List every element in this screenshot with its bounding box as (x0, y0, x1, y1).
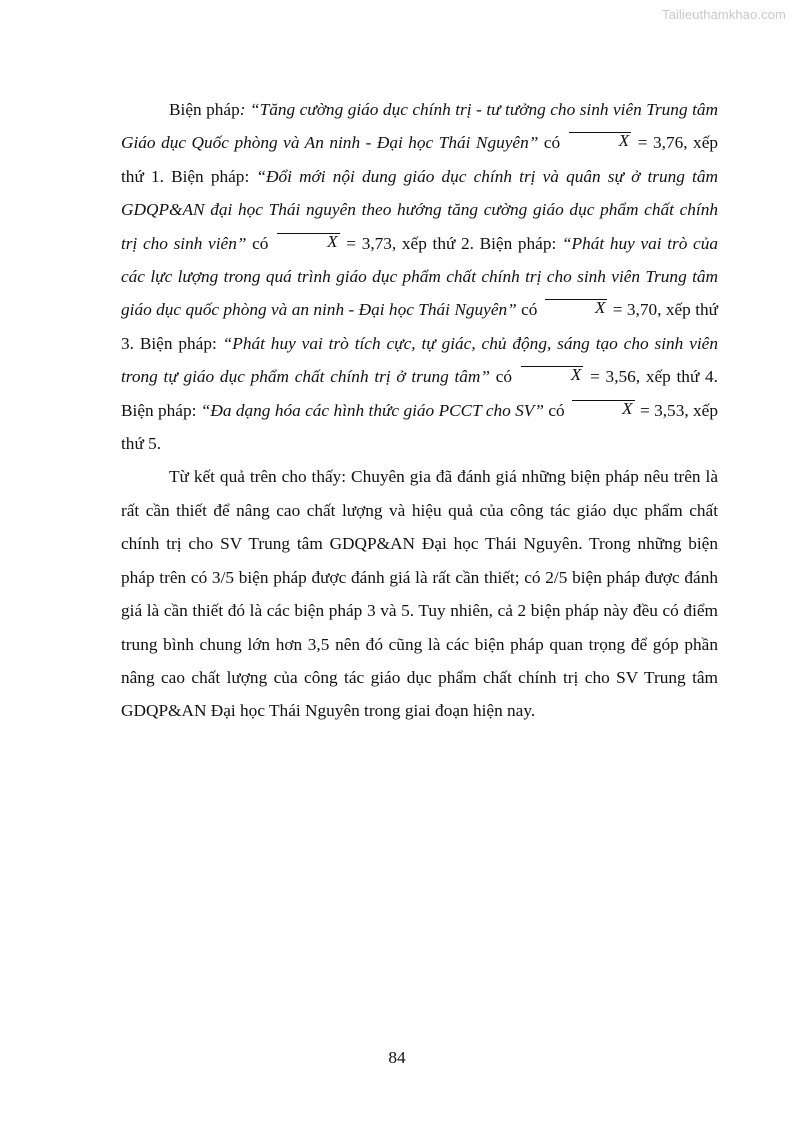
paragraph-measures (121, 93, 718, 460)
measure-3-co: có (516, 300, 542, 320)
mean-symbol: X (569, 132, 632, 149)
measure-4-title: “Phát huy vai trò tích cực, tự giác, chủ động, sáng tạo cho sinh viên trong tự giáo dục phẩm chất chính trị ở trung tâm” (121, 333, 718, 387)
paragraph-conclusion: Từ kết quả trên cho thấy: Chuyên gia đã đánh giá những biện pháp nêu trên là rất cần thiết để nâng cao chất lượng và hiệu quả của công tác giáo dục phẩm chất chính trị cho SV Trung tâm GDQP&AN Đại học Thái Nguyên. Trong những biện pháp trên có 3/5 biện pháp được đánh giá là rất cần thiết; có 2/5 biện pháp được đánh giá là cần thiết đó là các biện pháp 3 và 5. Tuy nhiên, cả 2 biện pháp này đều có điểm trung bình chung lớn hơn 3,5 nên đó cũng là các biện pháp quan trọng để góp phần nâng cao chất lượng của công tác giáo dục phẩm chất chính trị cho SV Trung tâm GDQP&AN Đại học Thái Nguyên trong giai đoạn hiện nay. (121, 467, 718, 721)
watermark: Tailieuthamkhao.com (661, 7, 786, 22)
measure-1-title: : “Tăng cường giáo dục chính trị - tư tưởng cho sinh viên Trung tâm Giáo dục Quốc phòng và An ninh - Đại học Thái Nguyên” (121, 100, 718, 153)
measure-2-rank: = 3,73, xếp thứ 2. (340, 233, 480, 253)
measure-3-label: Biện pháp: (479, 233, 562, 253)
measure-3-title: “Phát huy vai trò của các lực lượng trong quá trình giáo dục phẩm chất chính trị cho sinh viên Trung tâm giáo dục quốc phòng và an ninh - Đại học Thái Nguyên” (121, 233, 718, 320)
measure-2-co: có (246, 233, 275, 253)
mean-symbol: X (545, 299, 608, 316)
document-body (121, 93, 718, 728)
measure-5-label: Biện pháp: (121, 400, 201, 420)
measure-5-co: có (543, 400, 570, 420)
measure-2-label: Biện pháp: (171, 166, 257, 186)
measure-5-rank: = 3,53, xếp thứ 5. (121, 400, 718, 454)
measure-3-rank: = 3,70, xếp thứ 3. (121, 300, 719, 353)
measure-1-rank: = 3,76, xếp thứ 1. (121, 133, 719, 186)
measure-4-co: có (490, 367, 518, 387)
mean-symbol: X (572, 400, 635, 417)
page-number: 84 (388, 1048, 406, 1067)
measure-1-label: Biện pháp (169, 100, 240, 119)
mean-symbol: X (277, 233, 340, 250)
measure-1-co: có (538, 133, 566, 153)
mean-symbol: X (521, 366, 584, 383)
measure-4-label: Biện pháp: (139, 333, 223, 353)
measure-4-rank: = 3,56, xếp thứ 4. (584, 367, 719, 387)
measure-2-title: “Đổi mới nội dung giáo dục chính trị và quân sự ở trung tâm GDQP&AN đại học Thái nguyên theo hướng tăng cường giáo dục phẩm chất chính trị cho sinh viên” (121, 166, 718, 253)
measure-5-title: “Đa dạng hóa các hình thức giáo PCCT cho SV” (200, 400, 544, 420)
